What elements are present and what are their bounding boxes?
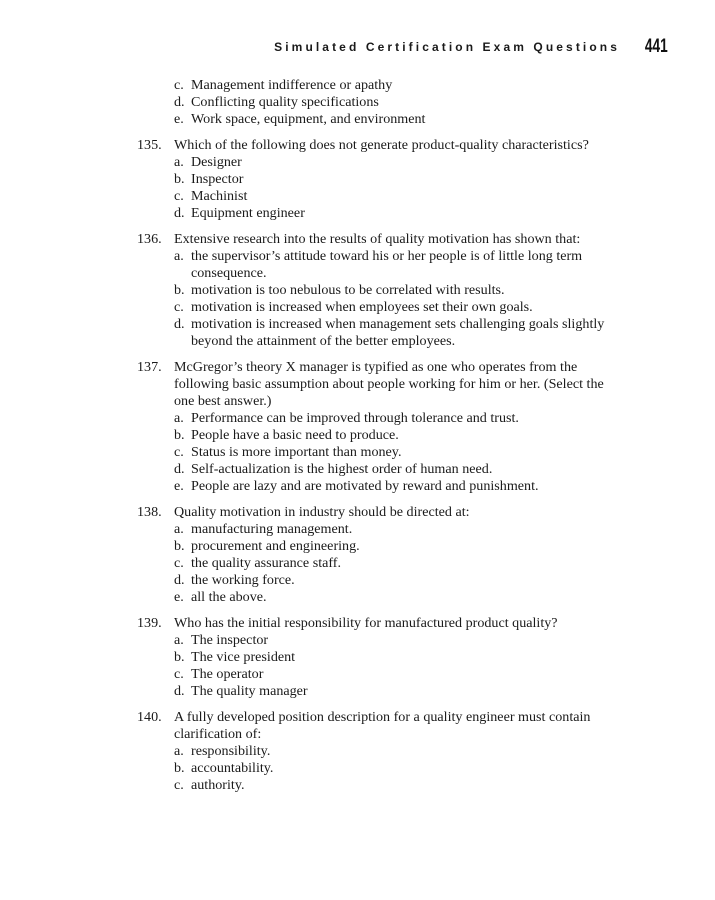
option-item bbox=[137, 427, 627, 444]
option-text: manufacturing management. bbox=[191, 521, 353, 537]
option-letter: c. bbox=[174, 777, 184, 793]
option-text: motivation is increased when employees set their own goals. bbox=[191, 299, 533, 315]
option-letter: d. bbox=[174, 94, 185, 110]
option-item bbox=[137, 649, 627, 666]
option-item bbox=[137, 410, 627, 427]
option-text: Self-actualization is the highest order of human need. bbox=[191, 461, 493, 477]
option-item bbox=[137, 248, 627, 282]
option-letter: b. bbox=[174, 282, 185, 298]
option-item bbox=[137, 171, 627, 188]
question-number: 136. bbox=[137, 231, 162, 247]
option-text: the quality assurance staff. bbox=[191, 555, 342, 571]
question-text: McGregor’s theory X manager is typified as one who operates from the following basic assumption about people working for him or her. (Select the one best answer.) bbox=[174, 359, 604, 409]
page-content bbox=[137, 77, 627, 803]
question-stem bbox=[137, 709, 627, 743]
option-item bbox=[137, 316, 627, 350]
option-item bbox=[137, 299, 627, 316]
option-text: responsibility. bbox=[191, 743, 271, 759]
option-text: The operator bbox=[191, 666, 264, 682]
option-letter: e. bbox=[174, 589, 184, 605]
option-letter: a. bbox=[174, 632, 184, 648]
option-letter: a. bbox=[174, 521, 184, 537]
question-number: 137. bbox=[137, 359, 162, 375]
question-text: Who has the initial responsibility for manufactured product quality? bbox=[174, 615, 558, 631]
option-text: The vice president bbox=[191, 649, 296, 665]
question-138 bbox=[137, 504, 627, 606]
option-letter: b. bbox=[174, 760, 185, 776]
option-item bbox=[137, 683, 627, 700]
option-item bbox=[137, 777, 627, 794]
option-item bbox=[137, 188, 627, 205]
question-136 bbox=[137, 231, 627, 350]
option-letter: b. bbox=[174, 649, 185, 665]
question-stem bbox=[137, 231, 627, 248]
option-text: all the above. bbox=[191, 589, 267, 605]
option-text: Status is more important than money. bbox=[191, 444, 402, 460]
option-text: Equipment engineer bbox=[191, 205, 305, 221]
option-text: the supervisor’s attitude toward his or her people is of little long term consequence. bbox=[191, 248, 583, 281]
option-text: Inspector bbox=[191, 171, 244, 187]
question-stem bbox=[137, 359, 627, 410]
option-item bbox=[137, 478, 627, 495]
question-stem bbox=[137, 615, 627, 632]
option-text: procurement and engineering. bbox=[191, 538, 360, 554]
question-135 bbox=[137, 137, 627, 222]
option-letter: c. bbox=[174, 188, 184, 204]
option-letter: e. bbox=[174, 111, 184, 127]
option-item bbox=[137, 572, 627, 589]
option-letter: c. bbox=[174, 555, 184, 571]
option-text: The inspector bbox=[191, 632, 269, 648]
option-letter: d. bbox=[174, 683, 185, 699]
option-text: the working force. bbox=[191, 572, 295, 588]
question-stem bbox=[137, 137, 627, 154]
option-letter: c. bbox=[174, 444, 184, 460]
option-item bbox=[137, 632, 627, 649]
option-item bbox=[137, 743, 627, 760]
running-header-title: Simulated Certification Exam Questions bbox=[274, 40, 620, 54]
option-letter: b. bbox=[174, 427, 185, 443]
option-text: Performance can be improved through tolerance and trust. bbox=[191, 410, 519, 426]
option-letter: a. bbox=[174, 743, 184, 759]
question-number: 138. bbox=[137, 504, 162, 520]
option-letter: a. bbox=[174, 410, 184, 426]
option-text: Management indifference or apathy bbox=[191, 77, 393, 93]
option-letter: a. bbox=[174, 248, 184, 264]
page-number: 441 bbox=[645, 36, 668, 57]
option-item bbox=[137, 444, 627, 461]
option-text: motivation is too nebulous to be correlated with results. bbox=[191, 282, 505, 298]
option-text: Machinist bbox=[191, 188, 248, 204]
option-letter: d. bbox=[174, 572, 185, 588]
question-137 bbox=[137, 359, 627, 495]
option-text: People are lazy and are motivated by reward and punishment. bbox=[191, 478, 539, 494]
question-text: Quality motivation in industry should be directed at: bbox=[174, 504, 470, 520]
question-text: Extensive research into the results of quality motivation has shown that: bbox=[174, 231, 581, 247]
continued-options bbox=[137, 77, 627, 128]
option-text: Conflicting quality specifications bbox=[191, 94, 379, 110]
option-letter: b. bbox=[174, 538, 185, 554]
option-item bbox=[137, 538, 627, 555]
option-text: Work space, equipment, and environment bbox=[191, 111, 426, 127]
option-text: accountability. bbox=[191, 760, 274, 776]
question-number: 135. bbox=[137, 137, 162, 153]
option-text: People have a basic need to produce. bbox=[191, 427, 399, 443]
option-letter: c. bbox=[174, 666, 184, 682]
option-item bbox=[137, 589, 627, 606]
option-letter: c. bbox=[174, 299, 184, 315]
option-item bbox=[137, 205, 627, 222]
option-text: motivation is increased when management sets challenging goals slightly beyond the attainment of the better employees. bbox=[191, 316, 605, 349]
question-number: 140. bbox=[137, 709, 162, 725]
question-text: A fully developed position description for a quality engineer must contain clarification of: bbox=[174, 709, 591, 742]
option-letter: b. bbox=[174, 171, 185, 187]
option-item bbox=[137, 760, 627, 777]
option-item bbox=[137, 94, 627, 111]
option-text: authority. bbox=[191, 777, 245, 793]
option-letter: d. bbox=[174, 205, 185, 221]
question-text: Which of the following does not generate product-quality characteristics? bbox=[174, 137, 589, 153]
option-item bbox=[137, 461, 627, 478]
running-header bbox=[0, 36, 668, 60]
question-stem bbox=[137, 504, 627, 521]
option-item bbox=[137, 154, 627, 171]
question-139 bbox=[137, 615, 627, 700]
option-letter: a. bbox=[174, 154, 184, 170]
question-140 bbox=[137, 709, 627, 794]
option-item bbox=[137, 521, 627, 538]
option-item bbox=[137, 111, 627, 128]
option-letter: c. bbox=[174, 77, 184, 93]
option-text: The quality manager bbox=[191, 683, 308, 699]
question-number: 139. bbox=[137, 615, 162, 631]
option-item bbox=[137, 77, 627, 94]
option-letter: e. bbox=[174, 478, 184, 494]
option-text: Designer bbox=[191, 154, 242, 170]
option-letter: d. bbox=[174, 316, 185, 332]
option-letter: d. bbox=[174, 461, 185, 477]
option-item bbox=[137, 666, 627, 683]
option-item bbox=[137, 282, 627, 299]
option-item bbox=[137, 555, 627, 572]
